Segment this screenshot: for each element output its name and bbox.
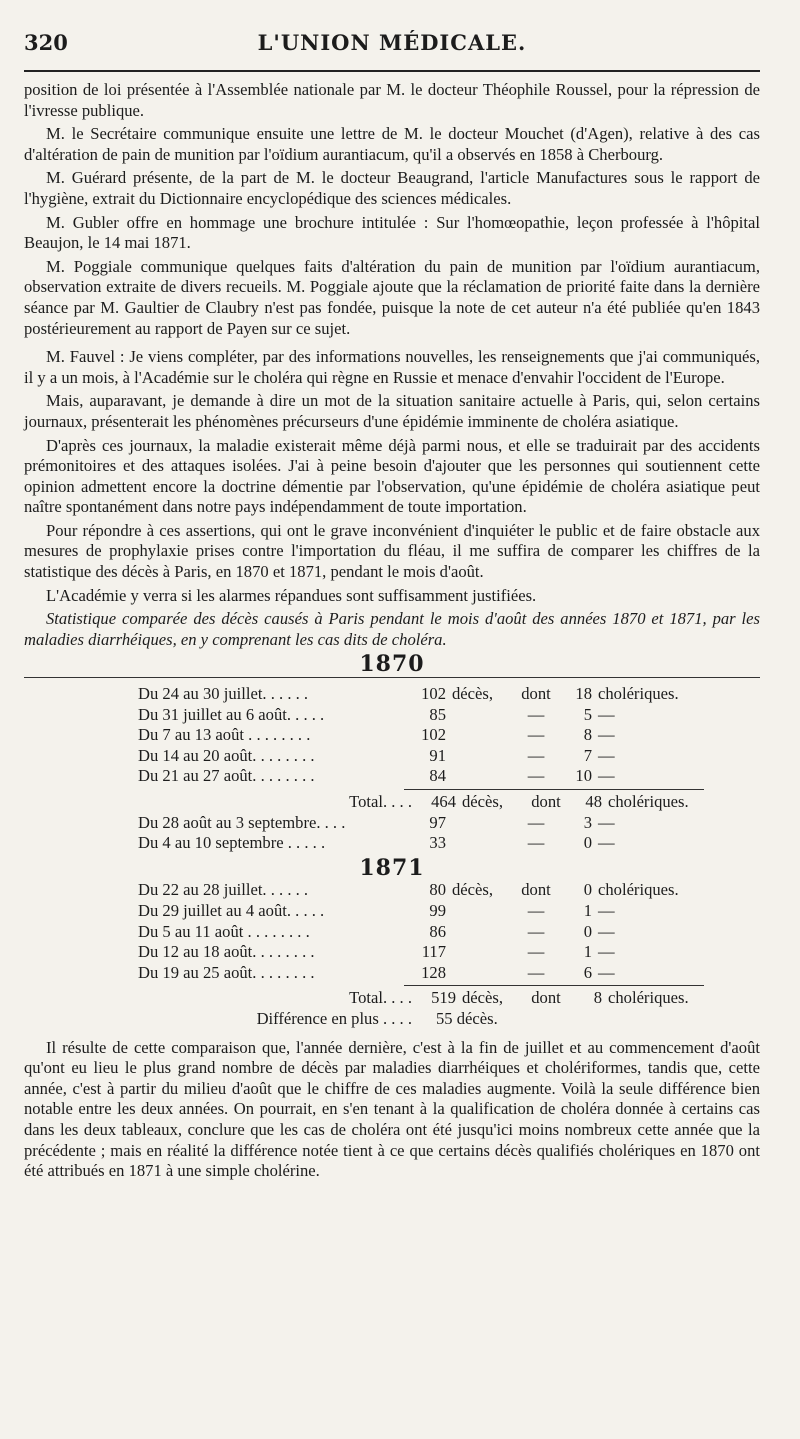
deaths-cell: 85 bbox=[429, 704, 446, 724]
difference-label: Différence en plus . . . . bbox=[256, 1008, 412, 1028]
period-cell: Du 22 au 28 juillet. . . . . . bbox=[138, 880, 309, 900]
table-row bbox=[138, 684, 708, 705]
article-body bbox=[24, 80, 760, 1185]
connector-cell: — bbox=[527, 704, 545, 724]
cholera-label-cell: — bbox=[598, 900, 615, 920]
connector-cell: — bbox=[527, 725, 545, 745]
total-deaths: 464 bbox=[431, 792, 456, 811]
table-1870-extra bbox=[138, 813, 708, 854]
cholera-count-cell: 6 bbox=[583, 962, 592, 982]
table-1870-total bbox=[138, 792, 718, 813]
cholera-label-cell: — bbox=[598, 942, 615, 962]
unit-cell bbox=[446, 942, 506, 963]
cholera-label-cell: cholériques. bbox=[598, 684, 679, 704]
unit-cell: décès, bbox=[452, 880, 493, 900]
period-cell: Du 12 au 18 août. . . . . . . . bbox=[138, 942, 315, 962]
running-title: L'UNION MÉDICALE. bbox=[257, 30, 527, 55]
cholera-label-cell: — bbox=[598, 833, 615, 853]
period-cell: Du 29 juillet au 4 août. . . . . bbox=[138, 900, 325, 920]
deaths-cell: 84 bbox=[429, 766, 446, 786]
sum-rule bbox=[404, 985, 704, 986]
cholera-label-cell: cholériques. bbox=[608, 988, 689, 1008]
period-cell: Du 28 août au 3 septembre. . . . bbox=[138, 812, 346, 832]
deaths-cell: 117 bbox=[421, 942, 446, 962]
deaths-cell: 91 bbox=[429, 745, 446, 765]
cholera-label-cell: — bbox=[598, 921, 615, 941]
unit-cell: décès, bbox=[462, 792, 503, 811]
cholera-count-cell: 5 bbox=[583, 704, 592, 724]
cholera-label-cell: cholériques. bbox=[598, 880, 679, 900]
deaths-cell: 33 bbox=[429, 833, 446, 853]
paragraph: Mais, auparavant, je demande à dire un mot de la situation sanitaire actuelle à Paris, qui, selon certains journaux, présenterait les phénomènes précurseurs d'une épidémie imminente de choléra asiatique. bbox=[24, 391, 760, 431]
period-cell: Du 14 au 20 août. . . . . . . . bbox=[138, 745, 315, 765]
period-cell: Du 21 au 27 août. . . . . . . . bbox=[138, 766, 315, 786]
sum-rule bbox=[404, 789, 704, 790]
paragraph: Il résulte de cette comparaison que, l'année dernière, c'est à la fin de juillet et au commencement d'août qu'ont eu lieu le plus grand nombre de décès par maladies diarrhéiques et cholériformes, tandis que, cette année, c'est à partir du milieu d'août que le chiffre de ces maladies augmente. Voilà la seule différence bien notable entre les deux années. On pourrait, en s'en tenant à la qualification de choléra donnée à certains cas dans les deux tableaux, conclure que les cas de choléra ont été jusqu'ici moins nombreux cette année que la précédente ; mais en réalité la différence notée tient à ce que certains décès qualifiés cholériques en 1870 ont été attribués en 1871 à une simple cholérine. bbox=[24, 1037, 760, 1181]
unit-cell bbox=[446, 963, 506, 984]
deaths-cell: 102 bbox=[421, 725, 446, 745]
table-1871 bbox=[138, 880, 708, 983]
table-row bbox=[138, 833, 708, 854]
unit-cell bbox=[446, 746, 506, 767]
connector-cell: dont bbox=[521, 880, 551, 900]
year-heading-1870: 1870 bbox=[359, 651, 425, 678]
cholera-label-cell: — bbox=[598, 725, 615, 745]
connector-cell: — bbox=[527, 962, 545, 982]
cholera-label-cell: — bbox=[598, 766, 615, 786]
deaths-cell: 128 bbox=[421, 962, 446, 982]
cholera-label-cell: — bbox=[598, 704, 615, 724]
unit-cell bbox=[446, 833, 506, 854]
period-cell: Du 7 au 13 août . . . . . . . . bbox=[138, 725, 311, 745]
total-cholera: 48 bbox=[585, 792, 602, 811]
deaths-cell: 97 bbox=[429, 812, 446, 832]
difference-value: 55 décès. bbox=[436, 1008, 498, 1028]
total-deaths: 519 bbox=[431, 988, 456, 1008]
deaths-cell: 99 bbox=[429, 900, 446, 920]
paragraph: L'Académie y verra si les alarmes répandues sont suffisamment justifiées. bbox=[46, 585, 537, 605]
connector-cell: dont bbox=[521, 684, 551, 704]
difference-row bbox=[138, 1009, 718, 1030]
cholera-label-cell: — bbox=[598, 745, 615, 765]
paragraph: M. Gubler offre en hommage une brochure intitulée : Sur l'homœopathie, leçon professée à l'hôpital Beaujon, le 14 mai 1871. bbox=[24, 212, 760, 253]
paragraph: M. Poggiale communique quelques faits d'altération du pain de munition par l'oïdium aurantiacum, observation extraite de divers recueils. M. Poggiale ajoute que la réclamation de priorité faite dans la dernière séance par M. Gaultier de Claubry n'est pas fondée, puisque la note de cet auteur n'a été publiée qu'en 1843 postérieurement au rapport de Payen sur ce sujet. bbox=[24, 256, 760, 338]
paragraph: D'après ces journaux, la maladie existerait même déjà parmi nous, et elle se traduirait par des accidents prémonitoires et des attaques isolées. J'ai à peine besoin d'ajouter que les personnes qui soutiennent cette opinion admettent encore la doctrine démentie par l'observation, qu'une épidémie de choléra asiatique peut naître spontanément dans notre pays indépendamment de toute importation. bbox=[24, 435, 760, 517]
connector-cell: — bbox=[527, 766, 545, 786]
unit-cell bbox=[446, 705, 506, 726]
statistics-title: Statistique comparée des décès causés à Paris pendant le mois d'août des années 1870 et 1871, par les maladies diarrhéiques, en y comprenant les cas dits de choléra. bbox=[24, 609, 760, 649]
paragraph: M. le Secrétaire communique ensuite une lettre de M. le docteur Mouchet (d'Agen), relative à des cas d'altération de pain de munition par l'oïdium aurantiacum, qu'il a observés en 1858 à Cherbourg. bbox=[24, 124, 760, 164]
table-row bbox=[138, 705, 708, 726]
total-label: Total. . . . bbox=[349, 792, 412, 811]
cholera-count-cell: 8 bbox=[583, 725, 592, 745]
cholera-label-cell: cholériques. bbox=[608, 792, 689, 811]
total-row bbox=[138, 792, 718, 813]
table-row bbox=[138, 725, 708, 746]
connector-cell: — bbox=[527, 921, 545, 941]
cholera-label-cell: — bbox=[598, 812, 615, 832]
cholera-count-cell: 18 bbox=[575, 684, 592, 704]
cholera-count-cell: 1 bbox=[583, 942, 592, 962]
page-number: 320 bbox=[24, 30, 68, 55]
table-row bbox=[138, 766, 708, 787]
year-heading-1871: 1871 bbox=[359, 854, 425, 881]
table-row bbox=[138, 942, 708, 963]
period-cell: Du 24 au 30 juillet. . . . . . bbox=[138, 684, 309, 704]
deaths-cell: 80 bbox=[429, 880, 446, 900]
cholera-count-cell: 10 bbox=[575, 766, 592, 786]
connector-cell: — bbox=[527, 942, 545, 962]
period-cell: Du 31 juillet au 6 août. . . . . bbox=[138, 704, 325, 724]
cholera-label-cell: — bbox=[598, 962, 615, 982]
unit-cell bbox=[446, 725, 506, 746]
period-cell: Du 19 au 25 août. . . . . . . . bbox=[138, 962, 315, 982]
paragraph: M. Guérard présente, de la part de M. le docteur Beaugrand, l'article Manufactures sous le rapport de l'hygiène, extrait du Dictionnaire encyclopédique des sciences médicales. bbox=[24, 168, 760, 208]
unit-cell bbox=[446, 813, 506, 834]
unit-cell bbox=[446, 766, 506, 787]
cholera-count-cell: 3 bbox=[583, 812, 592, 832]
period-cell: Du 4 au 10 septembre . . . . . bbox=[138, 833, 326, 853]
table-row bbox=[138, 963, 708, 984]
unit-cell: décès, bbox=[452, 684, 493, 704]
connector-cell: — bbox=[527, 745, 545, 765]
total-cholera: 8 bbox=[593, 988, 602, 1008]
header-rule bbox=[24, 70, 760, 72]
table-1871-total bbox=[138, 988, 718, 1029]
cholera-count-cell: 0 bbox=[583, 921, 592, 941]
table-1870 bbox=[138, 684, 708, 787]
connector-cell: — bbox=[527, 833, 545, 853]
connector-cell: dont bbox=[531, 792, 561, 811]
connector-cell: — bbox=[527, 900, 545, 920]
table-row bbox=[138, 880, 708, 901]
cholera-count-cell: 1 bbox=[583, 900, 592, 920]
total-row bbox=[138, 988, 718, 1009]
period-cell: Du 5 au 11 août . . . . . . . . bbox=[138, 921, 310, 941]
cholera-count-cell: 0 bbox=[583, 880, 592, 900]
connector-cell: dont bbox=[531, 988, 561, 1008]
deaths-cell: 86 bbox=[429, 921, 446, 941]
connector-cell: — bbox=[527, 812, 545, 832]
paragraph: position de loi présentée à l'Assemblée nationale par M. le docteur Théophile Roussel, pour la répression de l'ivresse publique. bbox=[24, 80, 760, 120]
table-row bbox=[138, 746, 708, 767]
table-row bbox=[138, 901, 708, 922]
total-label: Total. . . . bbox=[349, 988, 412, 1008]
unit-cell bbox=[446, 922, 506, 943]
page-header bbox=[24, 30, 760, 64]
table-rule bbox=[24, 677, 760, 678]
deaths-cell: 102 bbox=[421, 684, 446, 704]
table-row bbox=[138, 922, 708, 943]
unit-cell bbox=[446, 901, 506, 922]
paragraph: Pour répondre à ces assertions, qui ont le grave inconvénient d'inquiéter le public et de faire obstacle aux mesures de prophylaxie prises contre l'importation du fléau, il me suffira de comparer les chiffres de la statistique des décès à Paris, en 1870 et 1871, pendant le mois d'août. bbox=[24, 520, 760, 582]
paragraph: M. Fauvel : Je viens compléter, par des informations nouvelles, les renseignements que j'ai communiqués, il y a un mois, à l'Académie sur le choléra qui règne en Russie et menace d'envahir l'occident de l'Europe. bbox=[24, 347, 760, 387]
cholera-count-cell: 7 bbox=[583, 745, 592, 765]
unit-cell: décès, bbox=[462, 988, 503, 1008]
cholera-count-cell: 0 bbox=[583, 833, 592, 853]
table-row bbox=[138, 813, 708, 834]
